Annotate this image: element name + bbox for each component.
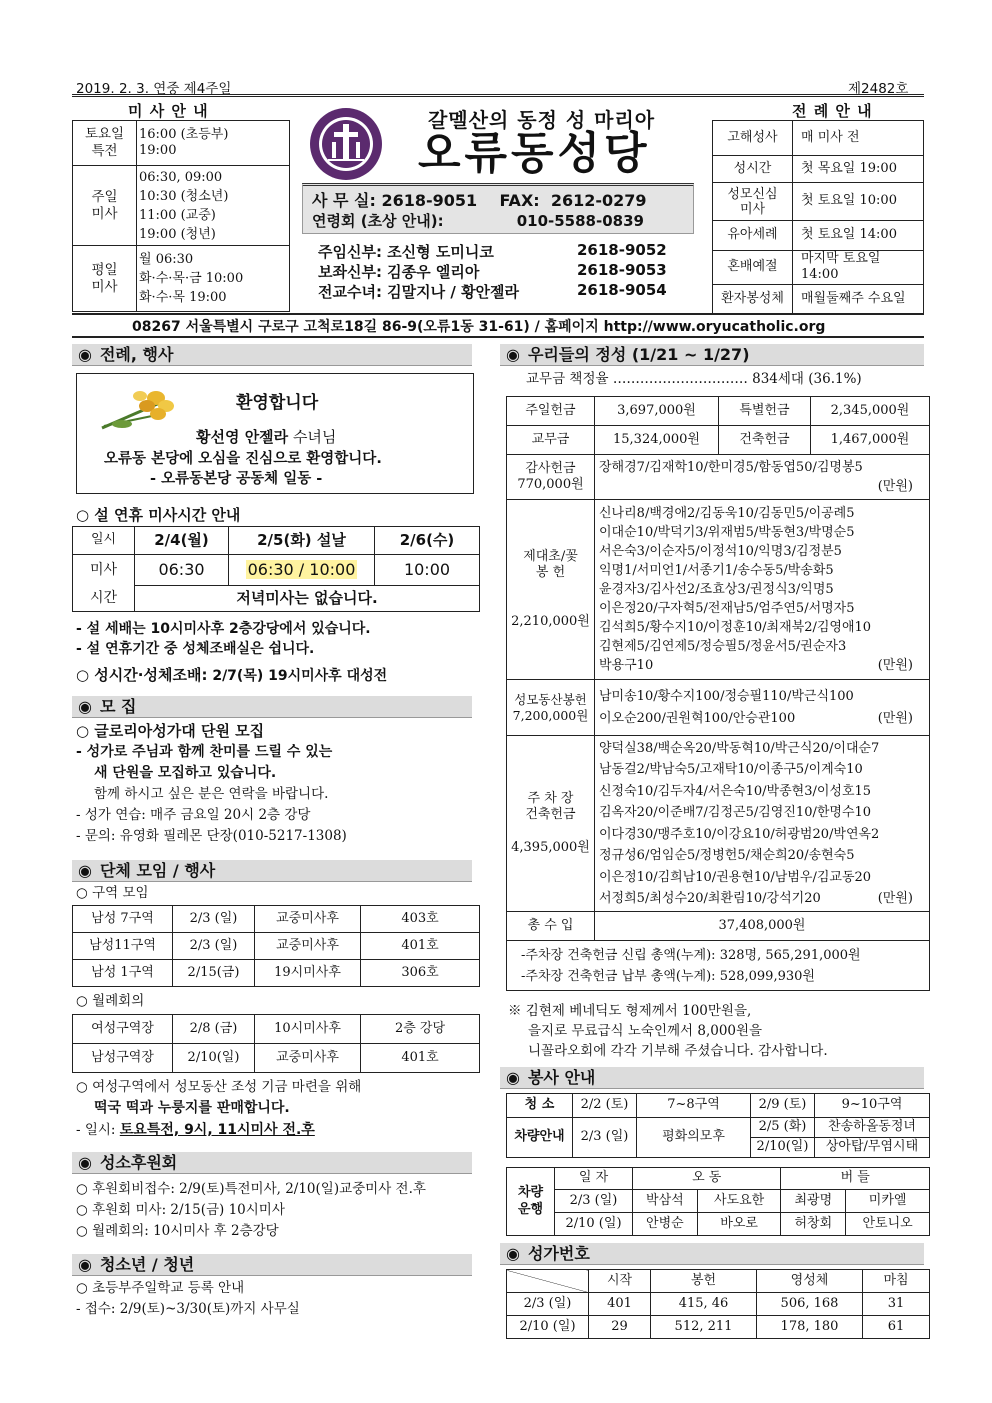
service-bar	[500, 1067, 924, 1089]
flower-bouquet-icon	[92, 388, 178, 434]
rite-key: 혼배예절	[713, 251, 793, 285]
rites-title: 전 례 안 내	[792, 102, 873, 120]
holiday-head: 2/6(수)	[375, 527, 480, 555]
cell: 박삼석	[633, 1190, 698, 1213]
rite-key: 고해성사	[713, 121, 793, 156]
bullet-icon: ◉	[78, 1255, 92, 1274]
bullet-icon: ◉	[78, 1153, 92, 1172]
bullet-icon: ◉	[78, 345, 92, 364]
recruit-line: 새 단원을 모집하고 있습니다.	[94, 765, 277, 781]
address: 08267 서울특별시 구로구 고척로18길 86-9(오류1동 31-61) / 홈페이지 http://www.oryucatholic.org	[132, 319, 826, 335]
support-item: ○ 후원회 미사: 2/15(금) 10시미사	[76, 1202, 285, 1218]
parish-name: 오류동성당	[418, 128, 651, 179]
cell: 찬송하올동정녀	[815, 1118, 930, 1138]
adoration-text: 2/7(목) 19시미사후 대성전	[207, 668, 388, 684]
cell: 봉헌	[651, 1270, 757, 1293]
welcome-sign: - 오류동본당 공동체 일동 -	[150, 471, 323, 487]
cell: 남성11구역	[73, 933, 173, 960]
parking-line: 이은정10/김희남10/권용현10/남범우/김교동20	[599, 869, 872, 885]
sale-date-line	[76, 1121, 315, 1140]
recruit-title: 모 집	[99, 697, 137, 716]
cell: 남성 7구역	[73, 906, 173, 933]
cell: 여성구역장	[73, 1015, 173, 1044]
holiday-label: 미사	[73, 555, 135, 586]
cell: 최광명	[781, 1190, 846, 1213]
holiday-table	[72, 526, 480, 612]
unit: (만원)	[877, 891, 913, 906]
rite-val: 마지막 토요일 14:00	[793, 251, 924, 285]
altar-line: 서은숙3/이순자5/이정석10/익명3/김정분5	[599, 544, 842, 559]
cell: 차량 운행	[507, 1168, 555, 1236]
cell: 영성체	[757, 1270, 863, 1293]
parking-line: 정규성6/엄임순5/정병헌5/채순희20/송현숙5	[599, 848, 855, 863]
district-table	[72, 905, 480, 987]
cell: 바오로	[697, 1213, 781, 1236]
cell: 7~8구역	[637, 1094, 751, 1118]
bullet-icon: ◉	[506, 345, 520, 364]
altar-line: 익명1/서미언1/서종기1/송수동5/박송화5	[599, 563, 834, 578]
garden-line: 남미송10/황수지100/정승필110/박근식100	[599, 688, 854, 704]
header-date: 2019. 2. 3. 연중 제4주일	[76, 81, 232, 97]
cell: 교중미사후	[255, 933, 361, 960]
cell: 버 들	[781, 1168, 930, 1190]
cell: 61	[863, 1316, 930, 1339]
hymn-corner	[507, 1270, 589, 1293]
parking-line: 이다경30/맹주호10/이강요10/허광범20/박연옥2	[599, 826, 880, 842]
mass-table	[72, 120, 290, 312]
office-funeral: 연령회 (초상 안내): 010-5588-0839	[312, 212, 644, 230]
cell: 평화의모후	[637, 1118, 751, 1158]
parking-line: 신정숙10/김두자4/서은숙10/박종현3/이성호15	[599, 783, 872, 799]
mass-val: 06:30, 09:00 10:30 (청소년) 11:00 (교중) 19:00 (청년)	[137, 166, 290, 246]
mass-val: 16:00 (초등부) 19:00	[137, 121, 290, 166]
mass-key: 토요일 특전	[73, 121, 137, 166]
rites-table	[712, 120, 924, 315]
cell: 3,697,000원	[595, 397, 719, 426]
pledge-line: -주차장 건축헌금 신립 총액(누계): 328명, 565,291,000원	[521, 947, 861, 963]
recruit-line: - 성가로 주님과 함께 찬미를 드릴 수 있는	[76, 744, 333, 760]
holiday-note: 저녁미사는 없습니다.	[135, 586, 480, 612]
address-rule-bottom	[72, 336, 924, 338]
rite-key: 성모신심 미사	[713, 183, 793, 221]
hymn-title: 성가번호	[527, 1244, 590, 1263]
cell: 306호	[361, 960, 480, 987]
service-table	[506, 1093, 930, 1158]
cell: 미카엘	[846, 1190, 930, 1213]
cell: 교무금	[507, 426, 595, 455]
sale-date: 토요특전, 9시, 11시미사 전.후	[119, 1122, 315, 1138]
monthly-title: ○ 월례회의	[76, 993, 145, 1009]
holiday-title: ○ 설 연휴 미사시간 안내	[76, 506, 241, 524]
total: 37,408,000원	[595, 912, 930, 941]
header-rule	[72, 94, 924, 97]
cell: 2/5 (화)	[751, 1118, 815, 1138]
adoration-label: ○ 성시간·성체조배:	[76, 666, 208, 684]
rite-key: 환자봉성체	[713, 284, 793, 314]
monthly-table	[72, 1014, 480, 1073]
rite-val: 첫 토요일 10:00	[793, 183, 924, 221]
cell: 2,345,000원	[811, 397, 930, 426]
recruit-line: ○ 글로리아성가대 단원 모집	[76, 722, 265, 740]
welcome-name: 황선영 안젤라	[196, 428, 289, 446]
parking-line: 양덕실38/백순옥20/박동혁10/박근식20/이대순7	[599, 740, 880, 756]
rite-val: 매월둘째주 수요일	[793, 284, 924, 314]
welcome-line: 오류동 본당에 오심을 진심으로 환영합니다.	[104, 451, 382, 467]
sale-date-label: - 일시:	[76, 1122, 120, 1138]
cell: 401호	[361, 933, 480, 960]
header-issue: 제2482호	[848, 81, 909, 97]
drive-table	[506, 1167, 930, 1236]
liturgy-title: 전례, 행사	[99, 345, 174, 364]
groups-title: 단체 모임 / 행사	[99, 861, 216, 880]
unit: (만원)	[877, 658, 913, 673]
welcome-suffix: 수녀님	[288, 428, 337, 446]
cell: 2/10 (일)	[507, 1316, 589, 1339]
clergy-tel: 2618-9053	[577, 261, 667, 279]
cell: 주 차 장 건축헌금 4,395,000원	[507, 736, 595, 912]
cell: 감사헌금 770,000원	[507, 455, 595, 500]
cell: 남성 1구역	[73, 960, 173, 987]
cell: 총 수 입	[507, 912, 595, 941]
holiday-label: 시간	[73, 586, 135, 612]
altar-line: 박용구10	[599, 658, 654, 673]
cell: 415, 46	[651, 1293, 757, 1316]
cell: 건축헌금	[719, 426, 811, 455]
parking-line: 남동걸2/박남숙5/고재탁10/이종구5/이계숙10	[599, 762, 863, 777]
cell: 시작	[589, 1270, 651, 1293]
cell: 안토니오	[846, 1213, 930, 1236]
holiday-time: 06:30	[135, 555, 229, 586]
rite-val: 매 미사 전	[793, 121, 924, 156]
cell: 2/10(일)	[173, 1044, 255, 1073]
cell: 2/3 (일)	[555, 1190, 633, 1213]
support-bar	[72, 1152, 472, 1174]
cell: 2/3 (일)	[573, 1118, 637, 1158]
altar-line: 김현제5/김연제5/정승필5/정윤서5/권순자3	[599, 639, 847, 654]
welcome-title: 환영합니다	[236, 393, 319, 413]
unit: (만원)	[877, 479, 913, 494]
welcome-name-line	[196, 426, 336, 447]
holiday-head: 2/5(화) 설날	[229, 527, 375, 555]
donation-line: 을지로 무료급식 노숙인께서 8,000원을	[528, 1023, 763, 1039]
rite-key: 유아세례	[713, 221, 793, 251]
cell: 506, 168	[757, 1293, 863, 1316]
support-item: ○ 후원회비접수: 2/9(토)특전미사, 2/10(일)교중미사 전.후	[76, 1181, 426, 1197]
cell: 남성구역장	[73, 1044, 173, 1073]
cell: 1,467,000원	[811, 426, 930, 455]
cell: 교중미사후	[255, 1044, 361, 1073]
bullet-icon: ◉	[506, 1244, 520, 1263]
cell: 2/8 (금)	[173, 1015, 255, 1044]
cell: 31	[863, 1293, 930, 1316]
cell: 512, 211	[651, 1316, 757, 1339]
pledge-line: -주차장 건축헌금 납부 총액(누계): 528,099,930원	[521, 968, 815, 984]
cell: 2/10 (일)	[555, 1213, 633, 1236]
parking-line: 서정희5/최성수20/최환림10/강석기20	[599, 891, 821, 906]
cell: 178, 180	[757, 1316, 863, 1339]
cell: 허창회	[781, 1213, 846, 1236]
garden-line: 이오순200/권원혁100/안승관100	[599, 710, 796, 726]
altar-line: 김석희5/황수지10/이정훈10/최재북2/김영애10	[599, 620, 872, 635]
recruit-line: - 문의: 유영화 필레몬 단장(010-5217-1308)	[76, 828, 347, 844]
cell: 29	[589, 1316, 651, 1339]
youth-bar	[72, 1254, 472, 1276]
mass-val: 월 06:30 화·수·목·금 10:00 화·수·목 19:00	[137, 246, 290, 312]
cell: 오 동	[633, 1168, 781, 1190]
cell: 2/3 (일)	[173, 933, 255, 960]
parish-subtitle: 갈멜산의 동정 성 마리아	[428, 108, 656, 132]
district-title: ○ 구역 모임	[76, 885, 149, 901]
clergy-role: 주임신부: 조신형 도미니코	[318, 243, 494, 261]
clergy-tel: 2618-9054	[577, 281, 667, 299]
liturgy-bar	[72, 344, 472, 366]
parish-logo	[308, 106, 384, 182]
cell: 19시미사후	[255, 960, 361, 987]
hymn-table	[506, 1269, 930, 1339]
cell: 일 자	[555, 1168, 633, 1190]
offering-title: 우리들의 정성 (1/21 ~ 1/27)	[527, 345, 750, 364]
office-phone: 사 무 실: 2618-9051 FAX: 2612-0279	[312, 191, 647, 210]
offering-bar	[500, 344, 924, 366]
altar-line: 윤경자3/김사선2/조효상3/권정식3/익명5	[599, 582, 834, 597]
clergy-tel: 2618-9052	[577, 241, 667, 259]
recruit-line: - 성가 연습: 매주 금요일 20시 2층 강당	[76, 807, 311, 823]
altar-line: 이대순10/박덕기3/위재범5/박동현3/박명순5	[599, 525, 855, 540]
support-title: 성소후원회	[99, 1153, 178, 1172]
clergy-role: 전교수녀: 김말지나 / 황안젤라	[318, 283, 520, 301]
cell: 15,324,000원	[595, 426, 719, 455]
sale-line: ○ 여성구역에서 성모동산 조성 기금 마련을 위해	[76, 1079, 362, 1095]
holiday-note-1: - 설 세배는 10시미사후 2층강당에서 있습니다.	[76, 621, 371, 637]
cell: 2/3 (일)	[173, 906, 255, 933]
cell: 성모동산봉헌 7,200,000원	[507, 680, 595, 736]
recruit-bar	[72, 696, 472, 718]
bullet-icon: ◉	[506, 1068, 520, 1087]
parking-line: 김옥자20/이준배7/김정곤5/김영진10/한명수10	[599, 805, 872, 820]
cell: 2층 강당	[361, 1015, 480, 1044]
rite-key: 성시간	[713, 156, 793, 183]
cell: 2/3 (일)	[507, 1293, 589, 1316]
hymn-bar	[500, 1243, 924, 1265]
cell: 차량안내	[507, 1118, 573, 1158]
offering-table	[506, 396, 930, 991]
cell: 2/2 (토)	[573, 1094, 637, 1118]
cell: 교중미사후	[255, 906, 361, 933]
cell: 마침	[863, 1270, 930, 1293]
cell: 2/10(일)	[751, 1138, 815, 1158]
altar-line: 이은정20/구자혁5/전재남5/엄주연5/서명자5	[599, 601, 855, 616]
holiday-head: 2/4(월)	[135, 527, 229, 555]
cell: 안병순	[633, 1213, 698, 1236]
service-title: 봉사 안내	[527, 1068, 596, 1087]
holiday-time: 10:00	[375, 555, 480, 586]
rite-val: 첫 목요일 19:00	[793, 156, 924, 183]
cell: 사도요한	[697, 1190, 781, 1213]
clergy-role: 보좌신부: 김종우 엘리아	[318, 263, 480, 281]
support-item: ○ 월례회의: 10시미사 후 2층강당	[76, 1223, 279, 1239]
recruit-line: 함께 하시고 싶은 분은 연락을 바랍니다.	[94, 786, 329, 802]
donation-line: 니꼴라오회에 각각 기부해 주셨습니다. 감사합니다.	[528, 1043, 828, 1059]
thanks-names: 장해경7/김재학10/한미경5/함동엽50/김명봉5	[599, 460, 863, 475]
address-rule	[72, 313, 924, 315]
mass-title: 미 사 안 내	[128, 102, 209, 120]
groups-bar	[72, 860, 472, 882]
mass-key: 주일 미사	[73, 166, 137, 246]
cell: 2/9 (토)	[751, 1094, 815, 1118]
cell: 401	[589, 1293, 651, 1316]
holiday-head: 일시	[73, 527, 135, 555]
altar-line: 신나리8/백경애2/김동욱10/김동민5/이공례5	[599, 506, 855, 521]
rite-val: 첫 토요일 14:00	[793, 221, 924, 251]
cell: 제대초/꽃 봉 헌 2,210,000원	[507, 500, 595, 680]
sale-line: 떡국 떡과 누룽지를 판매합니다.	[94, 1100, 290, 1116]
cell: 청 소	[507, 1094, 573, 1118]
mass-key: 평일 미사	[73, 246, 137, 312]
adoration-line	[76, 666, 387, 686]
cell: 특별헌금	[719, 397, 811, 426]
quota: 교무금 책정율 ………………………… 834세대 (36.1%)	[526, 371, 862, 387]
holiday-note-2: - 설 연휴기간 중 성체조배실은 쉽니다.	[76, 641, 315, 657]
holiday-time-highlight: 06:30 / 10:00	[247, 560, 356, 579]
cell: 상아탑/무염시태	[815, 1138, 930, 1158]
cell: 403호	[361, 906, 480, 933]
cell: 2/15(금)	[173, 960, 255, 987]
youth-title: 청소년 / 청년	[99, 1255, 195, 1274]
youth-item: ○ 초등부주일학교 등록 안내	[76, 1280, 245, 1296]
bullet-icon: ◉	[78, 697, 92, 716]
bullet-icon: ◉	[78, 861, 92, 880]
youth-item: - 접수: 2/9(토)~3/30(토)까지 사무실	[76, 1301, 300, 1317]
cell: 401호	[361, 1044, 480, 1073]
cell: 9~10구역	[815, 1094, 930, 1118]
cell: 주일헌금	[507, 397, 595, 426]
cell: 10시미사후	[255, 1015, 361, 1044]
unit: (만원)	[877, 710, 913, 726]
donation-line: ※ 김현제 베네딕도 형제께서 100만원을,	[508, 1003, 752, 1019]
